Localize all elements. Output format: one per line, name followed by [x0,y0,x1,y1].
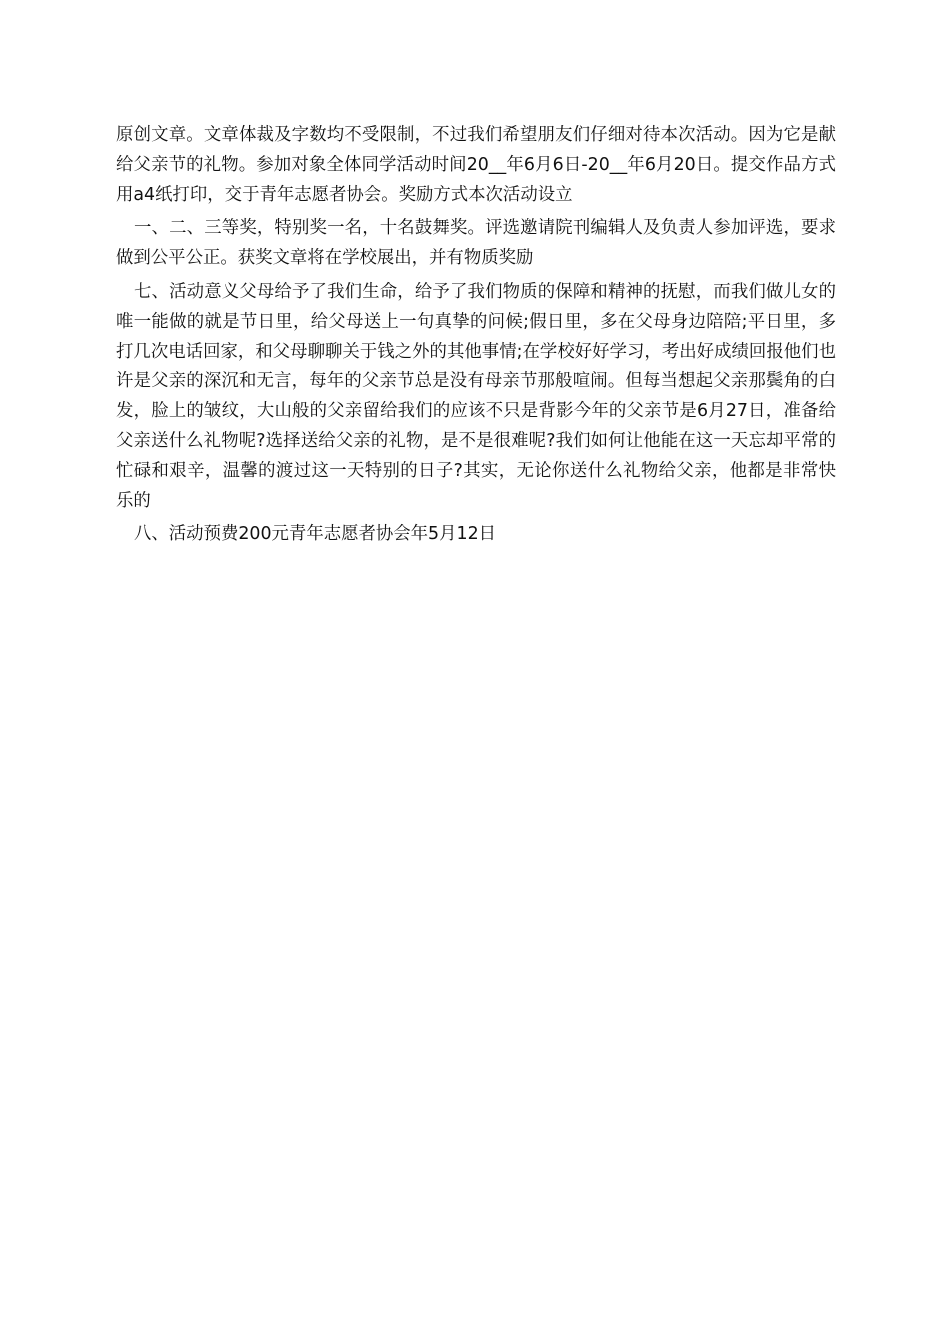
paragraph-activity-details: 原创文章。文章体裁及字数均不受限制，不过我们希望朋友们仔细对待本次活动。因为它是献给父亲节的礼物。参加对象全体同学活动时间20__年6月6日-20__年6月20日。提交作品方式用a4纸打印，交于青年志愿者协会。奖励方式本次活动设立 [116,125,836,205]
paragraph-awards: 一、二、三等奖，特别奖一名，十名鼓舞奖。评选邀请院刊编辑人及负责人参加评选，要求做到公平公正。获奖文章将在学校展出，并有物质奖励 [116,218,836,269]
paragraph-activity-meaning: 七、活动意义父母给予了我们生命，给予了我们物质的保障和精神的抚慰，而我们做儿女的唯一能做的就是节日里，给父母送上一句真挚的问候;假日里，多在父母身边陪陪;平日里，多打几次电话回家，和父母聊聊关于钱之外的其他事情;在学校好好学习，考出好成绩回报他们也许是父亲的深沉和无言，每年的父亲节总是没有母亲节那般喧闹。但每当想起父亲那鬓角的白发，脸上的皱纹，大山般的父亲留给我们的应该不只是背影今年的父亲节是6月27日，准备给父亲送什么礼物呢?选择送给父亲的礼物，是不是很难呢?我们如何让他能在这一天忘却平常的忙碌和艰辛，温馨的渡过这一天特别的日子?其实，无论你送什么礼物给父亲，他都是非常快乐的 [116,281,836,511]
paragraph-budget: 八、活动预费200元青年志愿者协会年5月12日 [134,524,497,545]
document-page [116,121,836,554]
